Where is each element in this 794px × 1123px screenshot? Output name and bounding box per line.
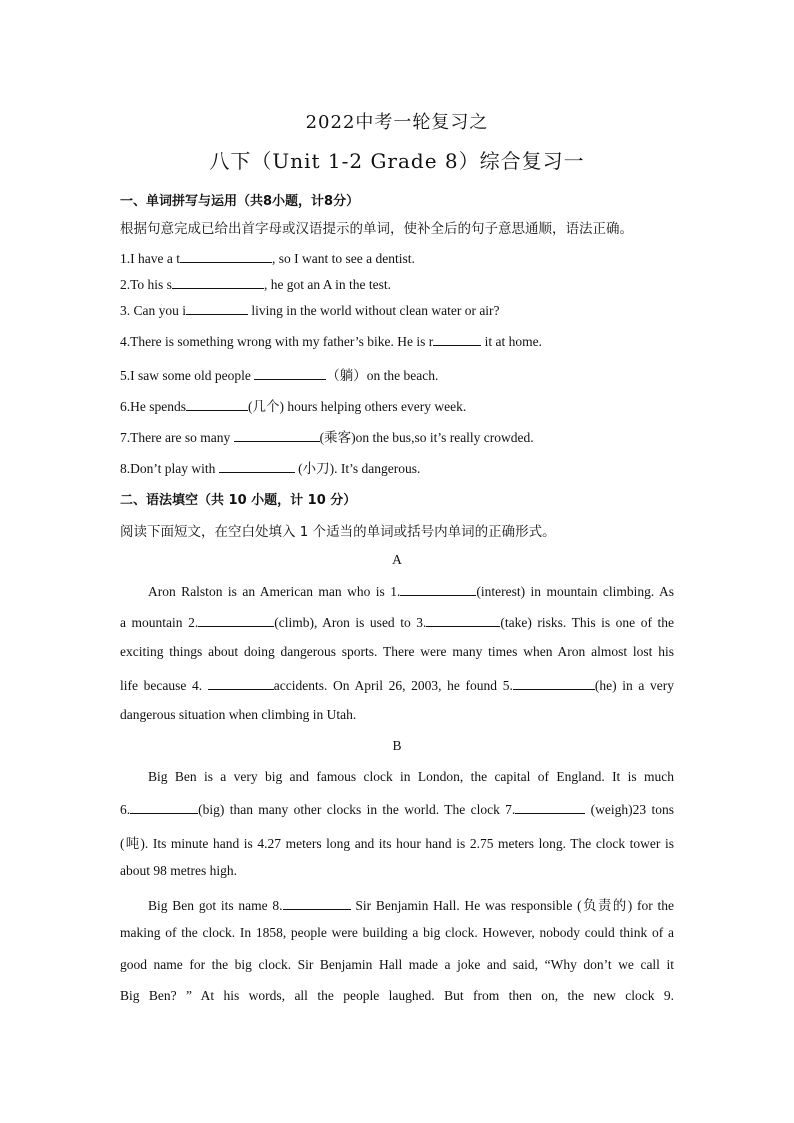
passage-text: (interest) in mountain climbing. As bbox=[476, 584, 674, 599]
question-4 bbox=[120, 332, 542, 350]
question-text: （躺）on the beach. bbox=[326, 368, 439, 383]
passage-text: dangerous situation when climbing in Utah. bbox=[120, 707, 357, 722]
question-3 bbox=[120, 301, 500, 319]
answer-blank-4[interactable] bbox=[433, 332, 481, 346]
passage-text: about 98 metres high. bbox=[120, 863, 237, 878]
question-text: 7.There are so many bbox=[120, 430, 234, 445]
answer-blank-6[interactable] bbox=[186, 397, 248, 411]
answer-blank-2[interactable] bbox=[172, 275, 264, 289]
question-text: 1.I have a t bbox=[120, 251, 180, 266]
document-title-line2: 八下（Unit 1-2 Grade 8）综合复习一 bbox=[209, 149, 585, 173]
document-title-line1: 2022中考一轮复习之 bbox=[305, 112, 489, 133]
grammar-blank-2[interactable] bbox=[198, 613, 274, 627]
question-6 bbox=[120, 395, 466, 415]
question-text: (乘客)on the bus,so it’s really crowded. bbox=[319, 430, 534, 445]
passage-b-line-7 bbox=[120, 957, 674, 973]
passage-b-line-1 bbox=[148, 769, 674, 785]
question-8 bbox=[120, 457, 420, 477]
passage-b-label: B bbox=[392, 738, 402, 753]
question-text: 3. Can you i bbox=[120, 303, 186, 318]
question-text: 4.There is something wrong with my father’s bike. He is r bbox=[120, 334, 434, 349]
passage-b-line-2 bbox=[120, 800, 674, 818]
passage-text: 6. bbox=[120, 802, 131, 817]
section2-heading: 二、语法填空（共 10 小题，计 10 分） bbox=[120, 493, 357, 508]
passage-text: Aron Ralston is an American man who is 1. bbox=[148, 584, 401, 599]
grammar-blank-3[interactable] bbox=[426, 613, 500, 627]
passage-text: Big Ben? ” At his words, all the people laughed. But from then on, the new clock 9. bbox=[120, 988, 674, 1003]
passage-text: (take) risks. This is one of the bbox=[500, 615, 674, 630]
passage-b-line-4 bbox=[120, 863, 674, 879]
question-text: living in the world without clean water or air? bbox=[248, 303, 500, 318]
question-text: (小刀). It’s dangerous. bbox=[294, 461, 421, 476]
question-text: (几个) hours helping others every week. bbox=[248, 399, 467, 414]
question-text: 5.I saw some old people bbox=[120, 368, 255, 383]
grammar-blank-4[interactable] bbox=[208, 676, 274, 690]
question-text: it at home. bbox=[481, 334, 542, 349]
grammar-blank-7[interactable] bbox=[515, 800, 585, 814]
passage-text: Sir Benjamin Hall. He was responsible (负责的) for the bbox=[350, 898, 674, 913]
passage-text: (吨). Its minute hand is 4.27 meters long and its hour hand is 2.75 meters long. The clock tower is bbox=[120, 836, 674, 851]
grammar-blank-5[interactable] bbox=[513, 676, 595, 690]
question-1 bbox=[120, 249, 415, 267]
section1-instruction: 根据句意完成已给出首字母或汉语提示的单词，使补全后的句子意思通顺，语法正确。 bbox=[120, 221, 633, 237]
passage-a-line-2 bbox=[120, 613, 674, 631]
grammar-blank-6[interactable] bbox=[130, 800, 198, 814]
answer-blank-3[interactable] bbox=[186, 301, 248, 315]
passage-b-line-6 bbox=[120, 925, 674, 941]
question-text: 8.Don’t play with bbox=[120, 461, 219, 476]
section2-instruction: 阅读下面短文，在空白处填入 1 个适当的单词或括号内单词的正确形式。 bbox=[120, 524, 556, 540]
passage-text: (climb), Aron is used to 3. bbox=[274, 615, 427, 630]
passage-text: a mountain 2. bbox=[120, 615, 199, 630]
question-2 bbox=[120, 275, 391, 293]
passage-text: (big) than many other clocks in the world. The clock 7. bbox=[198, 802, 516, 817]
section1-heading: 一、单词拼写与运用（共8小题，计8分） bbox=[120, 194, 360, 209]
grammar-blank-1[interactable] bbox=[400, 582, 476, 596]
passage-b-line-8 bbox=[120, 988, 674, 1004]
question-text: , he got an A in the test. bbox=[263, 277, 392, 292]
grammar-blank-8[interactable] bbox=[283, 896, 351, 910]
passage-text: (weigh)23 tons bbox=[585, 802, 675, 817]
question-text: 2.To his s bbox=[120, 277, 172, 292]
passage-text: life because 4. bbox=[120, 678, 208, 693]
passage-a-line-1 bbox=[148, 582, 674, 600]
passage-b-line-3 bbox=[120, 832, 674, 852]
question-5 bbox=[120, 364, 438, 384]
question-7 bbox=[120, 426, 534, 446]
question-text: , so I want to see a dentist. bbox=[271, 251, 415, 266]
passage-text: exciting things about doing dangerous sports. There were many times when Aron almost lost his bbox=[120, 644, 674, 659]
answer-blank-8[interactable] bbox=[219, 459, 295, 473]
passage-text: accidents. On April 26, 2003, he found 5. bbox=[273, 678, 513, 693]
answer-blank-5[interactable] bbox=[254, 366, 326, 380]
passage-text: good name for the big clock. Sir Benjamin Hall made a joke and said, “Why don’t we call it bbox=[120, 957, 674, 972]
passage-a-label: A bbox=[392, 552, 402, 567]
passage-text: (he) in a very bbox=[594, 678, 674, 693]
passage-text: making of the clock. In 1858, people were building a big clock. However, nobody could think of a bbox=[120, 925, 674, 940]
answer-blank-7[interactable] bbox=[234, 428, 320, 442]
passage-a-line-4 bbox=[120, 676, 674, 694]
passage-a-line-3 bbox=[120, 644, 674, 660]
passage-b-line-5 bbox=[148, 894, 674, 914]
passage-a-line-5 bbox=[120, 707, 674, 723]
answer-blank-1[interactable] bbox=[180, 249, 272, 263]
passage-text: Big Ben got its name 8. bbox=[148, 898, 283, 913]
question-text: 6.He spends bbox=[120, 399, 186, 414]
passage-text: Big Ben is a very big and famous clock in London, the capital of England. It is much bbox=[148, 769, 674, 784]
